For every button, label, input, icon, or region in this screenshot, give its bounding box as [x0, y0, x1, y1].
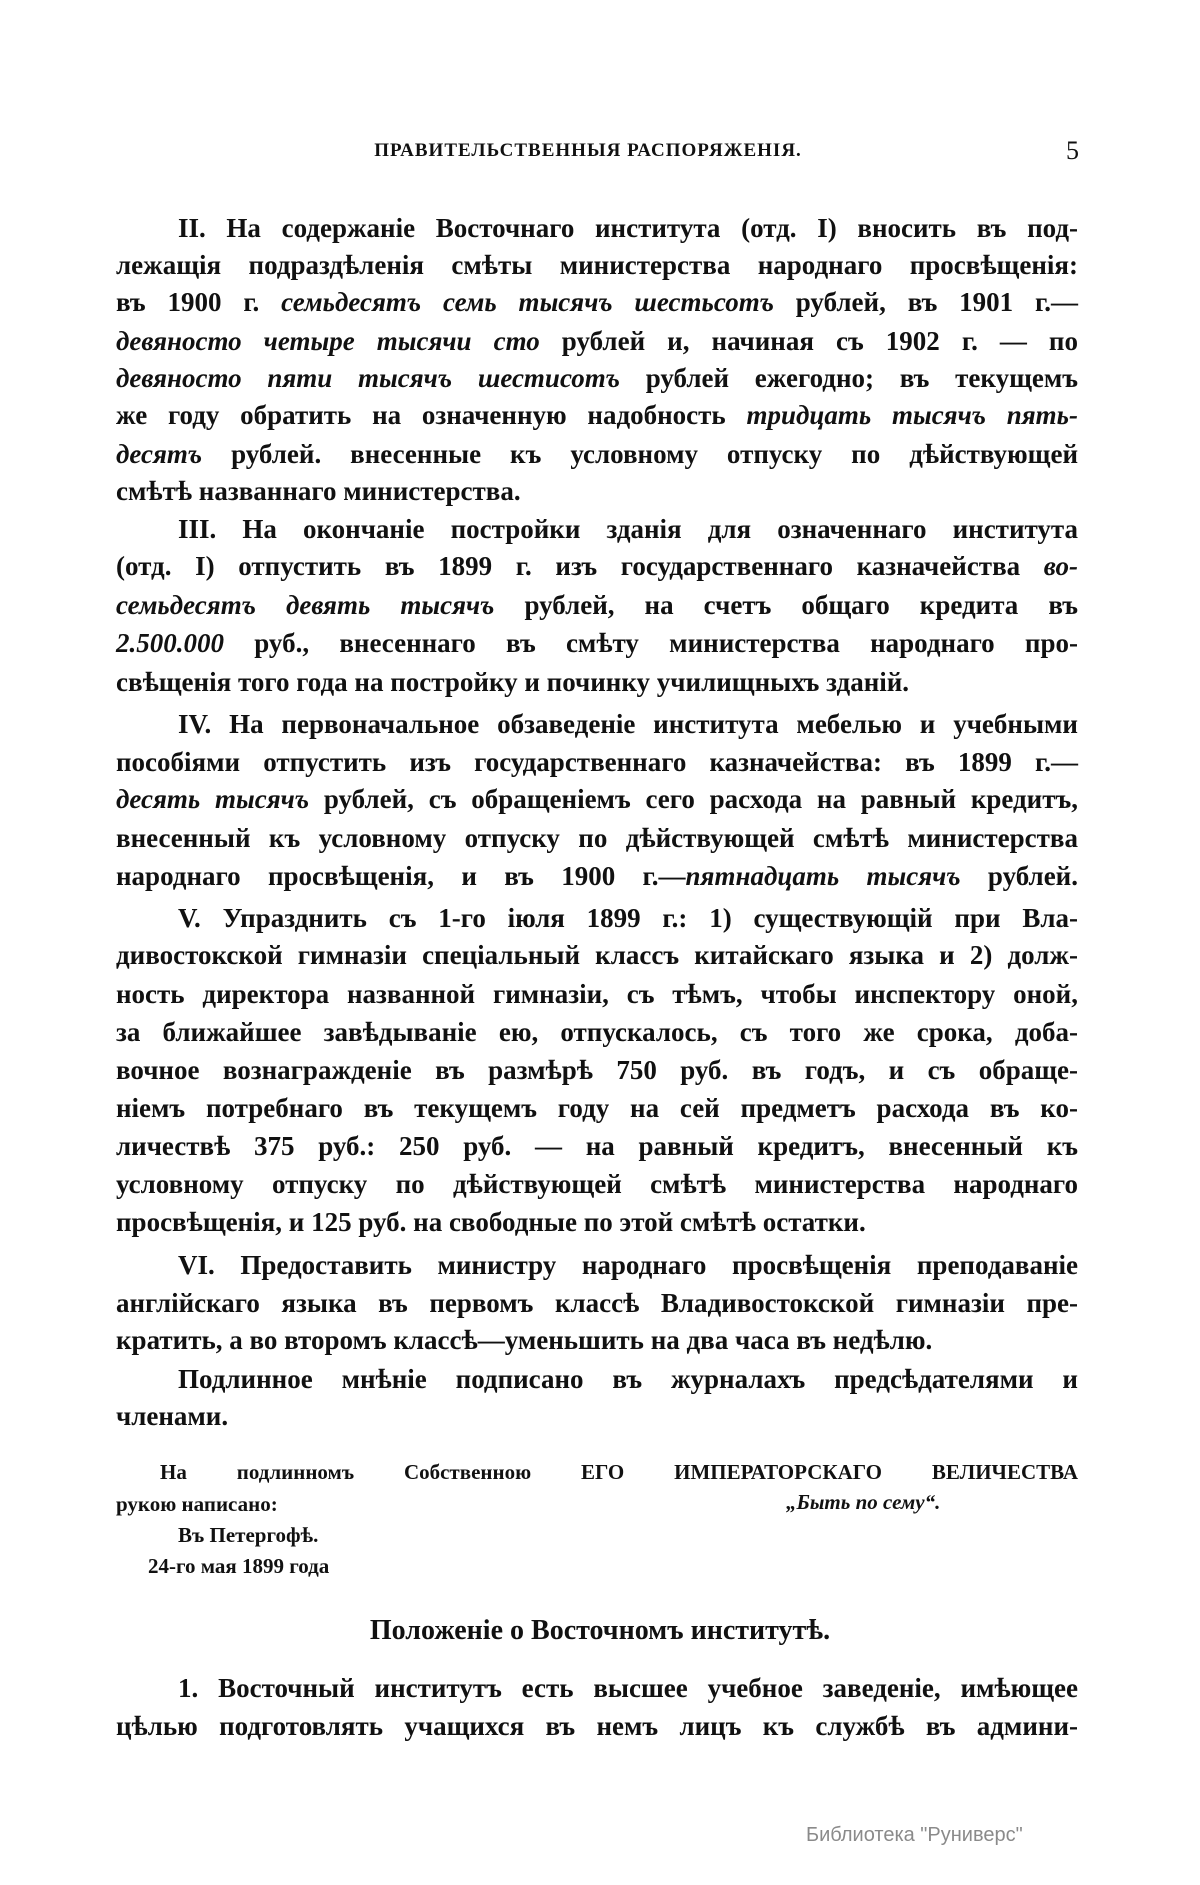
- italic-amount-text: тридцать тысячъ пять-: [746, 400, 1078, 430]
- italic-amount-text: во-: [1043, 551, 1078, 581]
- signature-place: Въ Петергофѣ.: [178, 1523, 319, 1547]
- text-segment: рублей ежегодно; въ текущемъ: [619, 363, 1078, 393]
- text-line: [116, 857, 1078, 895]
- text-segment: за ближайшее завѣдываніе ею, отпускалось, съ того же срока, доба-: [116, 1017, 1078, 1047]
- text-segment: лежащія подраздѣленія смѣты министерства народнаго просвѣщенія:: [116, 250, 1078, 280]
- text-segment: II. На содержаніе Восточнаго института (отд. I) вносить въ под-: [178, 213, 1078, 243]
- text-line: [178, 1246, 1078, 1284]
- italic-amount-text: десять тысячъ: [116, 784, 310, 814]
- running-title: ПРАВИТЕЛЬСТВЕННЫЯ РАСПОРЯЖЕНІЯ.: [374, 140, 802, 161]
- text-line: [116, 396, 1078, 434]
- text-line: [116, 975, 1078, 1013]
- text-line: [116, 246, 1078, 284]
- text-line: [116, 1013, 1078, 1051]
- italic-amount-text: пятнадцать тысячъ: [685, 861, 961, 891]
- text-segment: въ 1900 г.: [116, 287, 282, 317]
- text-line: [116, 1203, 1078, 1241]
- text-segment: V. Упразднить съ 1-го іюля 1899 г.: 1) существующій при Вла-: [178, 903, 1078, 933]
- text-segment: народнаго просвѣщенія, и въ 1900 г.—: [116, 861, 686, 891]
- text-segment: (отд. I) отпустить въ 1899 г. изъ государственнаго казначейства: [116, 551, 1044, 581]
- text-segment: Подлинное мнѣніе подписано въ журналахъ предсѣдателями и: [178, 1364, 1078, 1394]
- text-segment: кратить, а во второмъ классѣ—уменьшить на два часа въ недѣлю.: [116, 1325, 933, 1355]
- text-segment: личествѣ 375 руб.: 250 руб. — на равный кредитъ, внесенный къ: [116, 1131, 1078, 1161]
- text-segment: смѣтѣ названнаго министерства.: [116, 476, 521, 506]
- page-number: 5: [1066, 136, 1079, 165]
- text-line: [116, 586, 1078, 624]
- italic-amount-text: десятъ: [116, 439, 203, 469]
- section-line: цѣлью подготовлять учащихся въ немъ лицъ къ службѣ въ админи-: [116, 1711, 1078, 1741]
- text-segment: ніемъ потребнаго въ текущемъ году на сей предметъ расхода въ ко-: [116, 1093, 1078, 1123]
- text-line: [116, 624, 1078, 662]
- text-segment: пособіями отпустить изъ государственнаго казначейства: въ 1899 г.—: [116, 747, 1078, 777]
- text-line: [178, 510, 1078, 548]
- text-segment: рублей, въ 1901 г.—: [773, 287, 1079, 317]
- text-segment: рублей, на счетъ общаго кредита въ: [494, 590, 1079, 620]
- text-line: [116, 1397, 1078, 1435]
- text-line: [116, 435, 1078, 473]
- text-line: [116, 283, 1078, 321]
- text-segment: рублей, съ обращеніемъ сего расхода на равный кредитъ,: [309, 784, 1078, 814]
- signature-date: 24-го мая 1899 года: [148, 1554, 330, 1578]
- text-line: [178, 899, 1078, 937]
- text-segment: свѣщенія того года на постройку и починку училищныхъ зданій.: [116, 667, 910, 697]
- text-line: [116, 472, 1078, 510]
- text-segment: англійскаго языка въ первомъ классѣ Владивостокской гимназіи пре-: [116, 1288, 1078, 1318]
- text-line: [116, 1089, 1078, 1127]
- text-line: [116, 743, 1078, 781]
- text-segment: дивостокской гимназіи спеціальный классъ китайскаго языка и 2) долж-: [116, 940, 1078, 970]
- italic-amount-text: 2.500.000: [116, 628, 224, 658]
- text-segment: ность директора названной гимназіи, съ тѣмъ, чтобы инспектору оной,: [116, 979, 1078, 1009]
- signature-line: На подлинномъ Собственною ЕГО ИМПЕРАТОРСКАГО ВЕЛИЧЕСТВА: [160, 1460, 1078, 1484]
- text-segment: членами.: [116, 1401, 229, 1431]
- imperial-resolution: „Быть по сему“.: [786, 1490, 941, 1514]
- italic-amount-text: девяносто пяти тысячъ шестисотъ: [116, 363, 620, 393]
- text-segment: рублей. внесенные къ условному отпуску по дѣйствующей: [202, 439, 1078, 469]
- text-segment: внесенный къ условному отпуску по дѣйствующей смѣтѣ министерства: [116, 823, 1078, 853]
- text-line: [116, 780, 1078, 818]
- italic-amount-text: семьдесятъ семь тысячъ шестьсотъ: [281, 287, 774, 317]
- text-line: [116, 547, 1078, 585]
- text-line: [116, 359, 1078, 397]
- section-line: 1. Восточный институтъ есть высшее учебное заведеніе, имѣющее: [178, 1673, 1078, 1703]
- text-segment: рублей.: [960, 861, 1078, 891]
- text-segment: VI. Предоставить министру народнаго просвѣщенія преподаваніе: [178, 1250, 1078, 1280]
- text-line: [178, 705, 1078, 743]
- text-segment: же году обратить на означенную надобность: [116, 400, 747, 430]
- text-line: [116, 1284, 1078, 1322]
- text-segment: руб., внесеннаго въ смѣту министерства народнаго про-: [224, 628, 1078, 658]
- library-watermark: Библиотека "Руниверс": [806, 1824, 1023, 1846]
- section-heading: Положеніе о Восточномъ институтѣ.: [369, 1615, 831, 1646]
- text-line: [116, 1051, 1078, 1089]
- text-segment: рублей и, начиная съ 1902 г. — по: [539, 326, 1078, 356]
- italic-amount-text: девяносто четыре тысячи сто: [116, 326, 540, 356]
- text-line: [116, 1127, 1078, 1165]
- text-segment: условному отпуску по дѣйствующей смѣтѣ министерства народнаго: [116, 1169, 1078, 1199]
- text-line: [116, 936, 1078, 974]
- text-segment: просвѣщенія, и 125 руб. на свободные по этой смѣтѣ остатки.: [116, 1207, 866, 1237]
- text-line: [116, 1165, 1078, 1203]
- text-line: [116, 322, 1078, 360]
- text-line: [178, 1360, 1078, 1398]
- text-line: [116, 819, 1078, 857]
- italic-amount-text: семьдесятъ девять тысячъ: [116, 590, 495, 620]
- text-line: [116, 1321, 1078, 1359]
- text-line: [116, 663, 1078, 701]
- signature-handwritten-label: рукою написано:: [116, 1492, 278, 1516]
- text-segment: III. На окончаніе постройки зданія для означеннаго института: [178, 514, 1078, 544]
- text-line: [178, 209, 1078, 247]
- text-segment: IV. На первоначальное обзаведеніе института мебелью и учебными: [178, 709, 1078, 739]
- text-segment: вочное вознагражденіе въ размѣрѣ 750 руб. въ годъ, и съ обраще-: [116, 1055, 1078, 1085]
